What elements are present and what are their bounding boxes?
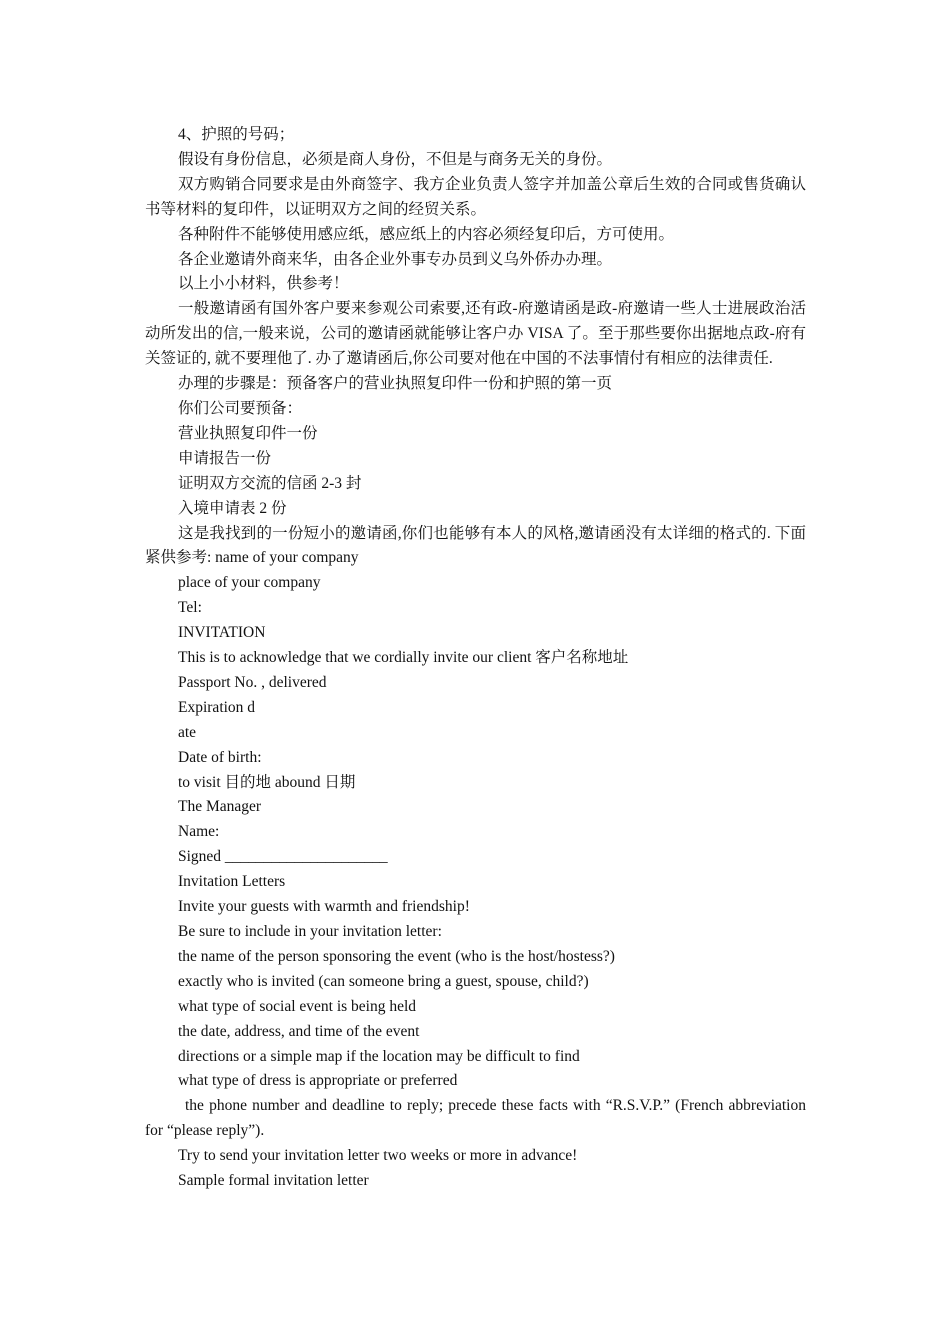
list-item-rsvp: the phone number and deadline to reply; precede these facts with “R.S.V.P.” (French abbreviation for “please reply”).	[145, 1097, 806, 1140]
list-item-business-license: 营业执照复印件一份	[178, 424, 318, 442]
list-item-sponsor: the name of the person sponsoring the event (who is the host/hostess?)	[178, 947, 615, 965]
paragraph-company-prepare: 你们公司要预备：	[178, 399, 303, 417]
paragraph-invitation-explanation: 一般邀请函有国外客户要来参观公司索要,还有政-府邀请函是政-府邀请一些人士进展政治活动所发出的信,一般来说，公司的邀请函就能够让客户办 VISA 了。至于那些要你出据地点政-府有关签证的, 就不要理他了. 办了邀请函后,你公司要对他在中国的不法事情付有相应的法律责任.	[145, 300, 806, 368]
list-item-directions: directions or a simple map if the location may be difficult to find	[178, 1047, 580, 1065]
list-item-date-address: the date, address, and time of the event	[178, 1022, 420, 1040]
paragraph-reference: 以上小小材料，供参考！	[178, 275, 349, 293]
list-item-application-report: 申请报告一份	[178, 449, 272, 467]
paragraph-attachments: 各种附件不能够使用感应纸，感应纸上的内容必须经复印后，方可使用。	[178, 225, 675, 243]
template-line-tel: Tel:	[178, 599, 202, 617]
paragraph-send-advance: Try to send your invitation letter two weeks or more in advance!	[178, 1147, 578, 1165]
paragraph-sample-letter: Sample formal invitation letter	[178, 1172, 369, 1190]
template-line-place: place of your company	[178, 574, 321, 592]
paragraph-sales-contract: 双方购销合同要求是由外商签字、我方企业负责人签字并加盖公章后生效的合同或售货确认书等材料的复印件，以证明双方之间的经贸关系。	[145, 175, 806, 218]
paragraph-identity-info: 假设有身份信息，必须是商人身份，不但是与商务无关的身份。	[178, 150, 613, 168]
list-item-entry-form: 入境申请表 2 份	[178, 499, 287, 517]
template-line-expiration-cont: ate	[178, 723, 197, 741]
paragraph-invite-guests: Invite your guests with warmth and friendship!	[178, 898, 470, 916]
list-item-event-type: what type of social event is being held	[178, 997, 417, 1015]
template-line-birth: Date of birth:	[178, 748, 262, 766]
list-item-correspondence: 证明双方交流的信函 2-3 封	[178, 474, 362, 492]
template-line-heading: INVITATION	[178, 624, 266, 642]
template-line-name: Name:	[178, 823, 220, 841]
paragraph-foreign-affairs: 各企业邀请外商来华，由各企业外事专办员到义乌外侨办办理。	[178, 250, 613, 268]
paragraph-be-sure: Be sure to include in your invitation letter:	[178, 923, 442, 940]
template-line-passport: Passport No. , delivered	[178, 673, 327, 691]
template-line-acknowledge: This is to acknowledge that we cordially invite our client 客户名称地址	[178, 649, 629, 667]
list-item-invitee: exactly who is invited (can someone bring a guest, spouse, child?)	[178, 972, 589, 990]
template-line-expiration: Expiration d	[178, 698, 256, 716]
paragraph-procedure: 办理的步骤是：预备客户的营业执照复印件一份和护照的第一页	[178, 375, 613, 393]
list-item-dress: what type of dress is appropriate or preferred	[178, 1072, 458, 1090]
template-line-signed: Signed _____________________	[178, 848, 388, 866]
document-page	[145, 123, 806, 1194]
paragraph-short-invitation: 这是我找到的一份短小的邀请函,你们也能够有本人的风格,邀请函没有太详细的格式的. 下面紧供参考: name of your company	[145, 524, 806, 567]
template-line-visit: to visit 目的地 abound 日期	[178, 773, 356, 791]
template-line-manager: The Manager	[178, 798, 262, 816]
paragraph-passport-number: 4、护照的号码；	[178, 126, 295, 143]
section-title-invitation-letters: Invitation Letters	[178, 873, 286, 891]
